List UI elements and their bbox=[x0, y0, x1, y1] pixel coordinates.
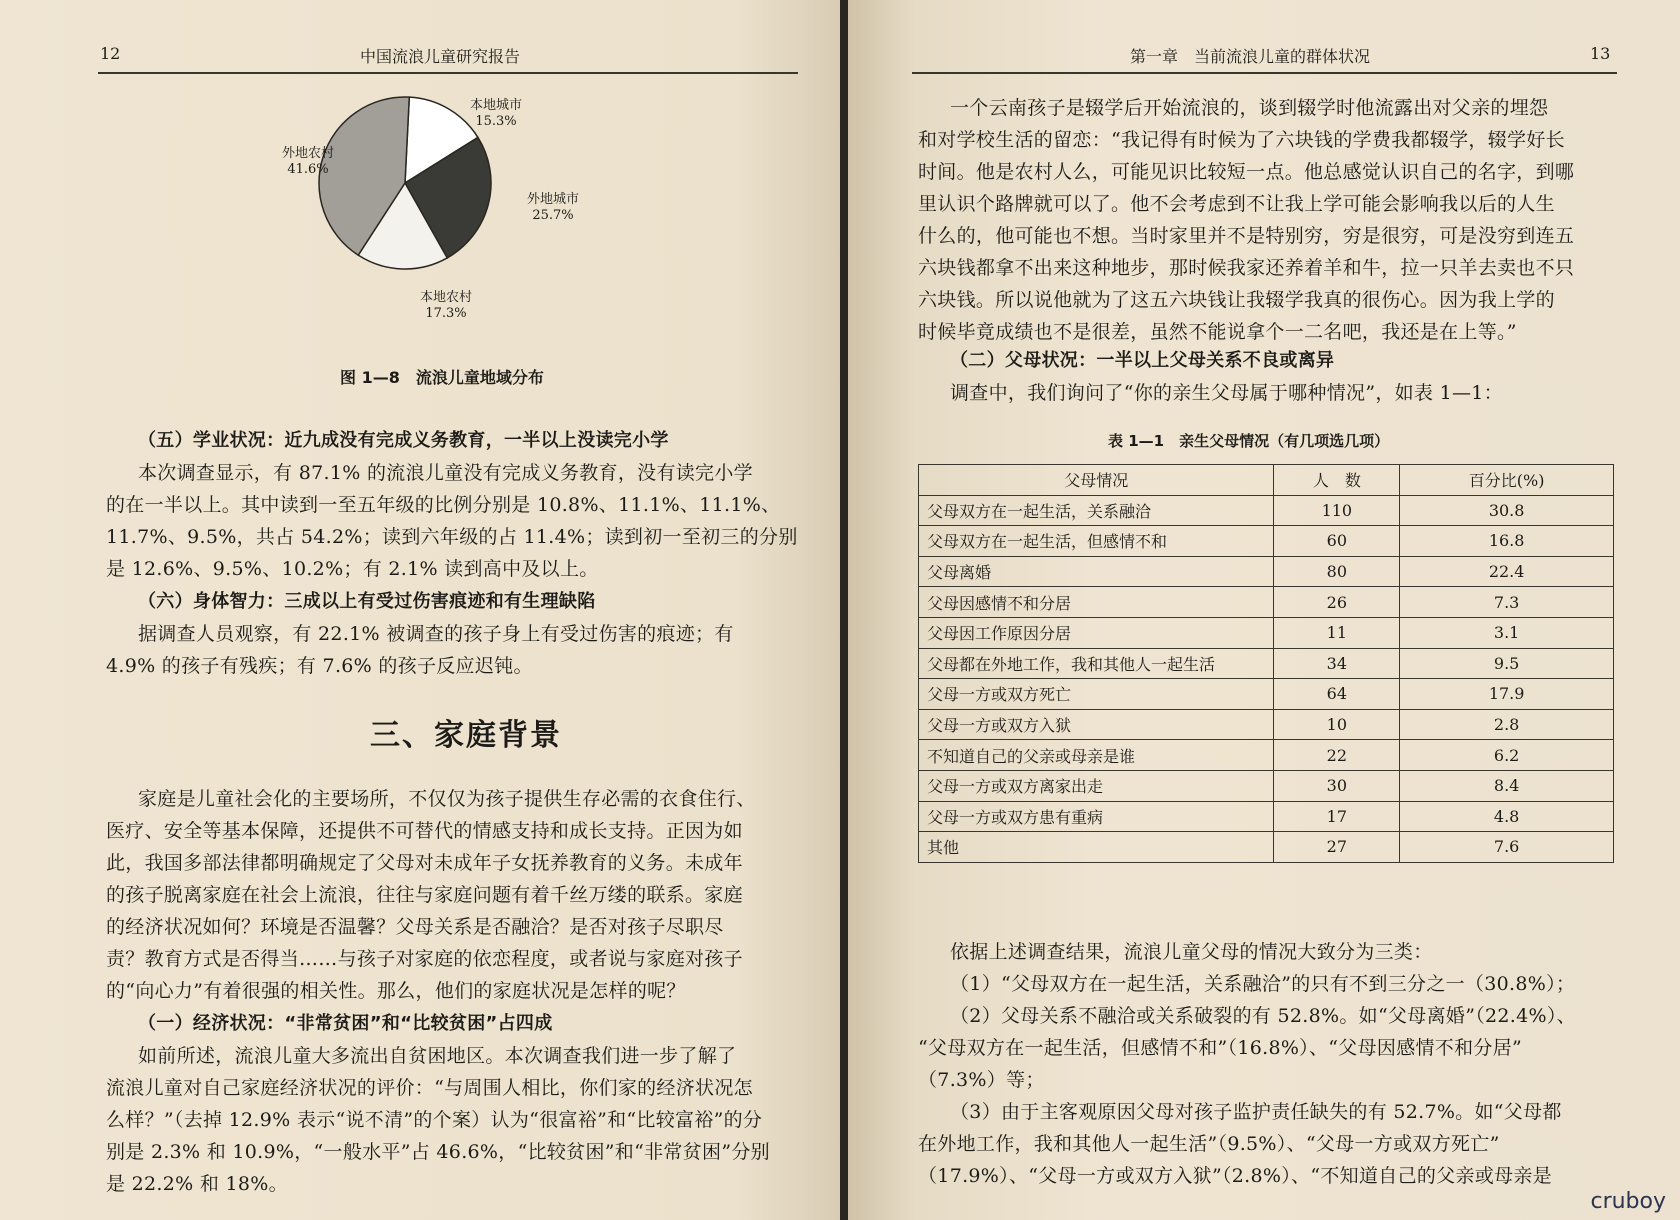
sub2-intro: 调查中，我们询问了“你的亲生父母属于哪种情况”，如表 1—1： bbox=[950, 382, 1503, 404]
table-cell: 22 bbox=[1274, 740, 1400, 771]
table-cell: 16.8 bbox=[1400, 526, 1614, 557]
section5-heading: （五）学业状况：近九成没有完成义务教育，一半以上没读完小学 bbox=[138, 430, 669, 451]
table-row bbox=[919, 709, 1614, 740]
table-header: 百分比(%) bbox=[1400, 465, 1614, 496]
table-cell: 22.4 bbox=[1400, 556, 1614, 587]
table-cell: 17 bbox=[1274, 801, 1400, 832]
table-cell: 17.9 bbox=[1400, 679, 1614, 710]
section6-text: 据调查人员观察，有 22.1% 被调查的孩子身上有受过伤害的痕迹；有 4.9% 的孩子有残疾；有 7.6% 的孩子反应迟钝。 bbox=[106, 623, 734, 677]
table-row bbox=[919, 587, 1614, 618]
table-cell: 64 bbox=[1274, 679, 1400, 710]
section5-text: 本次调查显示，有 87.1% 的流浪儿童没有完成义务教育，没有读完小学 的在一半以上。其中读到一至五年级的比例分别是 10.8%、11.1%、11.1%、 11.7%、9.5%，共占 54.2%；读到六年级的占 11.4%；读到初一至初三的分别 是 12.6%、9.5%、10.2%；有 2.1% 读到高中及以上。 bbox=[106, 462, 798, 580]
table-cell: 34 bbox=[1274, 648, 1400, 679]
page-number: 13 bbox=[1590, 44, 1611, 63]
table-cell: 父母因工作原因分居 bbox=[919, 617, 1274, 648]
table-cell: 30.8 bbox=[1400, 495, 1614, 526]
table-cell: 2.8 bbox=[1400, 709, 1614, 740]
table-row bbox=[919, 617, 1614, 648]
sub1-heading: （一）经济状况：“非常贫困”和“比较贫困”占四成 bbox=[138, 1013, 553, 1034]
table-cell: 26 bbox=[1274, 587, 1400, 618]
table-cell: 父母因感情不和分居 bbox=[919, 587, 1274, 618]
table-cell: 父母一方或双方入狱 bbox=[919, 709, 1274, 740]
table-cell: 4.8 bbox=[1400, 801, 1614, 832]
family-text: 家庭是儿童社会化的主要场所，不仅仅为孩子提供生存必需的衣食住行、 医疗、安全等基本保障，还提供不可替代的情感支持和成长支持。正因为如 此，我国多部法律都明确规定了父母对未成年子女抚养教育的义务。未成年 的孩子脱离家庭在社会上流浪，往往与家庭问题有着千丝万缕的联系。家庭 的经济状况如何？环境是否温馨？父母关系是否融洽？是否对孩子尽职尽 责？教育方式是否得当……与孩子对家庭的依恋程度，或者说与家庭对孩子 的“向心力”有着很强的相关性。那么，他们的家庭状况是怎样的呢？ bbox=[106, 788, 756, 1002]
table-row bbox=[919, 801, 1614, 832]
page-number: 12 bbox=[100, 44, 121, 63]
table-cell: 30 bbox=[1274, 770, 1400, 801]
figure-caption: 图 1—8 流浪儿童地域分布 bbox=[340, 368, 544, 387]
table-cell: 10 bbox=[1274, 709, 1400, 740]
table-cell: 其他 bbox=[919, 832, 1274, 863]
table-row bbox=[919, 495, 1614, 526]
table-cell: 8.4 bbox=[1400, 770, 1614, 801]
table-row bbox=[919, 832, 1614, 863]
table-cell: 不知道自己的父亲或母亲是谁 bbox=[919, 740, 1274, 771]
table-cell: 7.3 bbox=[1400, 587, 1614, 618]
table-row bbox=[919, 526, 1614, 557]
table-header: 人 数 bbox=[1274, 465, 1400, 496]
table-row bbox=[919, 679, 1614, 710]
table-cell: 7.6 bbox=[1400, 832, 1614, 863]
table-caption: 表 1—1 亲生父母情况（有几项选几项） bbox=[1108, 432, 1390, 450]
watermark: cruboy bbox=[1590, 1189, 1666, 1214]
running-head: 第一章 当前流浪儿童的群体状况 bbox=[1130, 47, 1371, 66]
quote-text: 一个云南孩子是辍学后开始流浪的，谈到辍学时他流露出对父亲的埋怨 和对学校生活的留恋：“我记得有时候为了六块钱的学费我都辍学，辍学好长 时间。他是农村人么，可能见识比较短一点。他总感觉认识自己的名字，到哪 里认识个路牌就可以了。他不会考虑到不让我上学可能会影响我以后的人生 什么的，他可能也不想。当时家里并不是特别穷，穷是很穷，可是没穷到连五 六块钱都拿不出来这种地步，那时候我家还养着羊和牛，拉一只羊去卖也不只 六块钱。所以说他就为了这五六块钱让我辍学我真的很伤心。因为我上学的 时候毕竟成绩也不是很差，虽然不能说拿个一二名吧，我还是在上等。” bbox=[918, 97, 1575, 343]
table-cell: 11 bbox=[1274, 617, 1400, 648]
pie-label-other-rural: 外地农村 41.6% bbox=[282, 146, 335, 177]
table-cell: 60 bbox=[1274, 526, 1400, 557]
pie-chart bbox=[0, 0, 840, 400]
table-cell: 80 bbox=[1274, 556, 1400, 587]
table-cell: 9.5 bbox=[1400, 648, 1614, 679]
table-cell: 父母都在外地工作，我和其他人一起生活 bbox=[919, 648, 1274, 679]
pie-label-local-rural: 本地农村 17.3% bbox=[420, 290, 473, 321]
table-header-row bbox=[919, 465, 1614, 496]
table-cell: 27 bbox=[1274, 832, 1400, 863]
table-cell: 110 bbox=[1274, 495, 1400, 526]
pie-label-local-city: 本地城市 15.3% bbox=[470, 98, 523, 129]
table-cell: 父母双方在一起生活，关系融洽 bbox=[919, 495, 1274, 526]
section6-heading: （六）身体智力：三成以上有受过伤害痕迹和有生理缺陷 bbox=[138, 591, 596, 612]
table-cell: 6.2 bbox=[1400, 740, 1614, 771]
table-cell: 父母一方或双方离家出走 bbox=[919, 770, 1274, 801]
table-cell: 父母离婚 bbox=[919, 556, 1274, 587]
table-cell: 父母一方或双方死亡 bbox=[919, 679, 1274, 710]
table-header: 父母情况 bbox=[919, 465, 1274, 496]
table-row bbox=[919, 740, 1614, 771]
running-head: 中国流浪儿童研究报告 bbox=[360, 47, 521, 66]
conclusion-text: 依据上述调查结果，流浪儿童父母的情况大致分为三类： （1）“父母双方在一起生活，关系融洽”的只有不到三分之一（30.8%）； （2）父母关系不融洽或关系破裂的有 52.8%。如“父母离婚”（22.4%）、 “父母双方在一起生活，但感情不和”（16.8%）、“父母因感情不和分居” （7.3%）等； （3）由于主客观原因父母对孩子监护责任缺失的有 52.7%。如“父母都 在外地工作，我和其他人一起生活”（9.5%）、“父母一方或双方死亡” （17.9%）、“父母一方或双方入狱”（2.8%）、“不知道自己的父亲或母亲是 bbox=[918, 941, 1576, 1187]
table-cell: 父母双方在一起生活，但感情不和 bbox=[919, 526, 1274, 557]
pie-label-other-city: 外地城市 25.7% bbox=[527, 192, 580, 223]
table-cell: 3.1 bbox=[1400, 617, 1614, 648]
sub2-heading: （二）父母状况：一半以上父母关系不良或离异 bbox=[950, 350, 1335, 371]
table-row bbox=[919, 770, 1614, 801]
parents-table bbox=[918, 464, 1614, 863]
table-row bbox=[919, 556, 1614, 587]
table-cell: 父母一方或双方患有重病 bbox=[919, 801, 1274, 832]
table-row bbox=[919, 648, 1614, 679]
chapter-title: 三、家庭背景 bbox=[370, 718, 562, 753]
sub1-text: 如前所述，流浪儿童大多流出自贫困地区。本次调查我们进一步了解了 流浪儿童对自己家庭经济状况的评价：“与周围人相比，你们家的经济状况怎 么样？”（去掉 12.9% 表示“说不清”的个案）认为“很富裕”和“比较富裕”的分 别是 2.3% 和 10.9%，“一般水平”占 46.6%，“比较贫困”和“非常贫困”分别 是 22.2% 和 18%。 bbox=[106, 1045, 770, 1195]
header-rule bbox=[912, 72, 1617, 74]
